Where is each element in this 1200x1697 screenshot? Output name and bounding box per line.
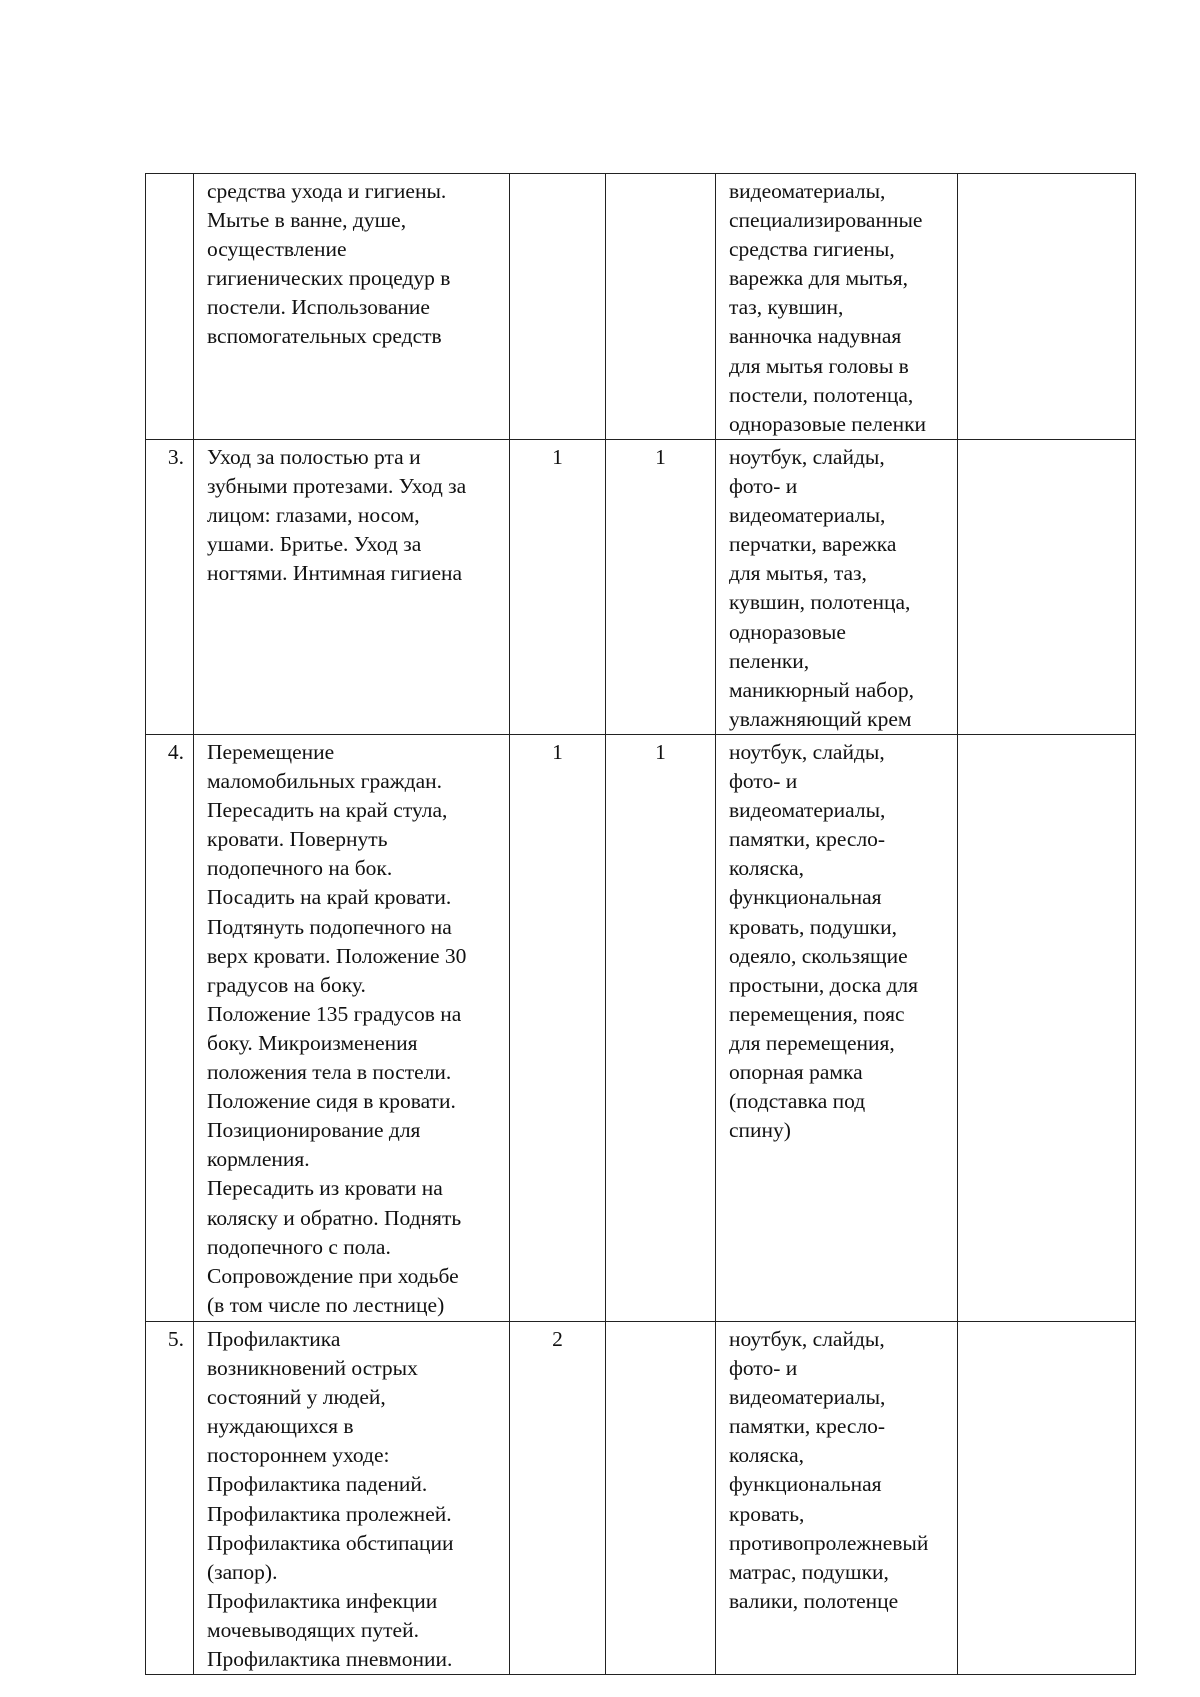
curriculum-table	[145, 173, 1136, 1675]
table-row	[146, 1322, 1136, 1675]
row-number: 3.	[146, 440, 194, 735]
hours-theory-cell	[510, 174, 606, 440]
row-number: 5.	[146, 1322, 194, 1675]
note-cell	[958, 174, 1136, 440]
note-cell	[958, 735, 1136, 1322]
materials-cell: ноутбук, слайды, фото- и видеоматериалы, памятки, кресло- коляска, функциональная кровать, противопролежневый матрас, подушки, валики, полотенце	[716, 1322, 958, 1675]
row-number: 4.	[146, 735, 194, 1322]
hours-theory-cell: 1	[510, 735, 606, 1322]
materials-cell: ноутбук, слайды, фото- и видеоматериалы, памятки, кресло- коляска, функциональная кровать, подушки, одеяло, скользящие простыни, доска для перемещения, пояс для перемещения, опорная рамка (подставка под спину)	[716, 735, 958, 1322]
materials-cell: видеоматериалы, специализированные средства гигиены, варежка для мытья, таз, кувшин, ванночка надувная для мытья головы в постели, полотенца, одноразовые пеленки	[716, 174, 958, 440]
table-row	[146, 735, 1136, 1322]
note-cell	[958, 440, 1136, 735]
topic-cell: средства ухода и гигиены. Мытье в ванне, душе, осуществление гигиенических процедур в постели. Использование вспомогательных средств	[194, 174, 510, 440]
hours-theory-cell: 1	[510, 440, 606, 735]
topic-cell: Профилактика возникновений острых состояний у людей, нуждающихся в постороннем уходе: Профилактика падений. Профилактика пролежней. Профилактика обстипации (запор). Профилактика инфекции мочевыводящих путей. Профилактика пневмонии.	[194, 1322, 510, 1675]
topic-cell: Уход за полостью рта и зубными протезами. Уход за лицом: глазами, носом, ушами. Бритье. Уход за ногтями. Интимная гигиена	[194, 440, 510, 735]
hours-practice-cell	[606, 1322, 716, 1675]
hours-practice-cell: 1	[606, 735, 716, 1322]
hours-theory-cell: 2	[510, 1322, 606, 1675]
row-number	[146, 174, 194, 440]
table-row	[146, 174, 1136, 440]
note-cell	[958, 1322, 1136, 1675]
materials-cell: ноутбук, слайды, фото- и видеоматериалы, перчатки, варежка для мытья, таз, кувшин, полотенца, одноразовые пеленки, маникюрный набор, увлажняющий крем	[716, 440, 958, 735]
hours-practice-cell: 1	[606, 440, 716, 735]
hours-practice-cell	[606, 174, 716, 440]
table-row	[146, 440, 1136, 735]
topic-cell: Перемещение маломобильных граждан. Пересадить на край стула, кровати. Повернуть подопечного на бок. Посадить на край кровати. Подтянуть подопечного на верх кровати. Положение 30 градусов на боку. Положение 135 градусов на боку. Микроизменения положения тела в постели. Положение сидя в кровати. Позиционирование для кормления. Пересадить из кровати на коляску и обратно. Поднять подопечного с пола. Сопровождение при ходьбе (в том числе по лестнице)	[194, 735, 510, 1322]
